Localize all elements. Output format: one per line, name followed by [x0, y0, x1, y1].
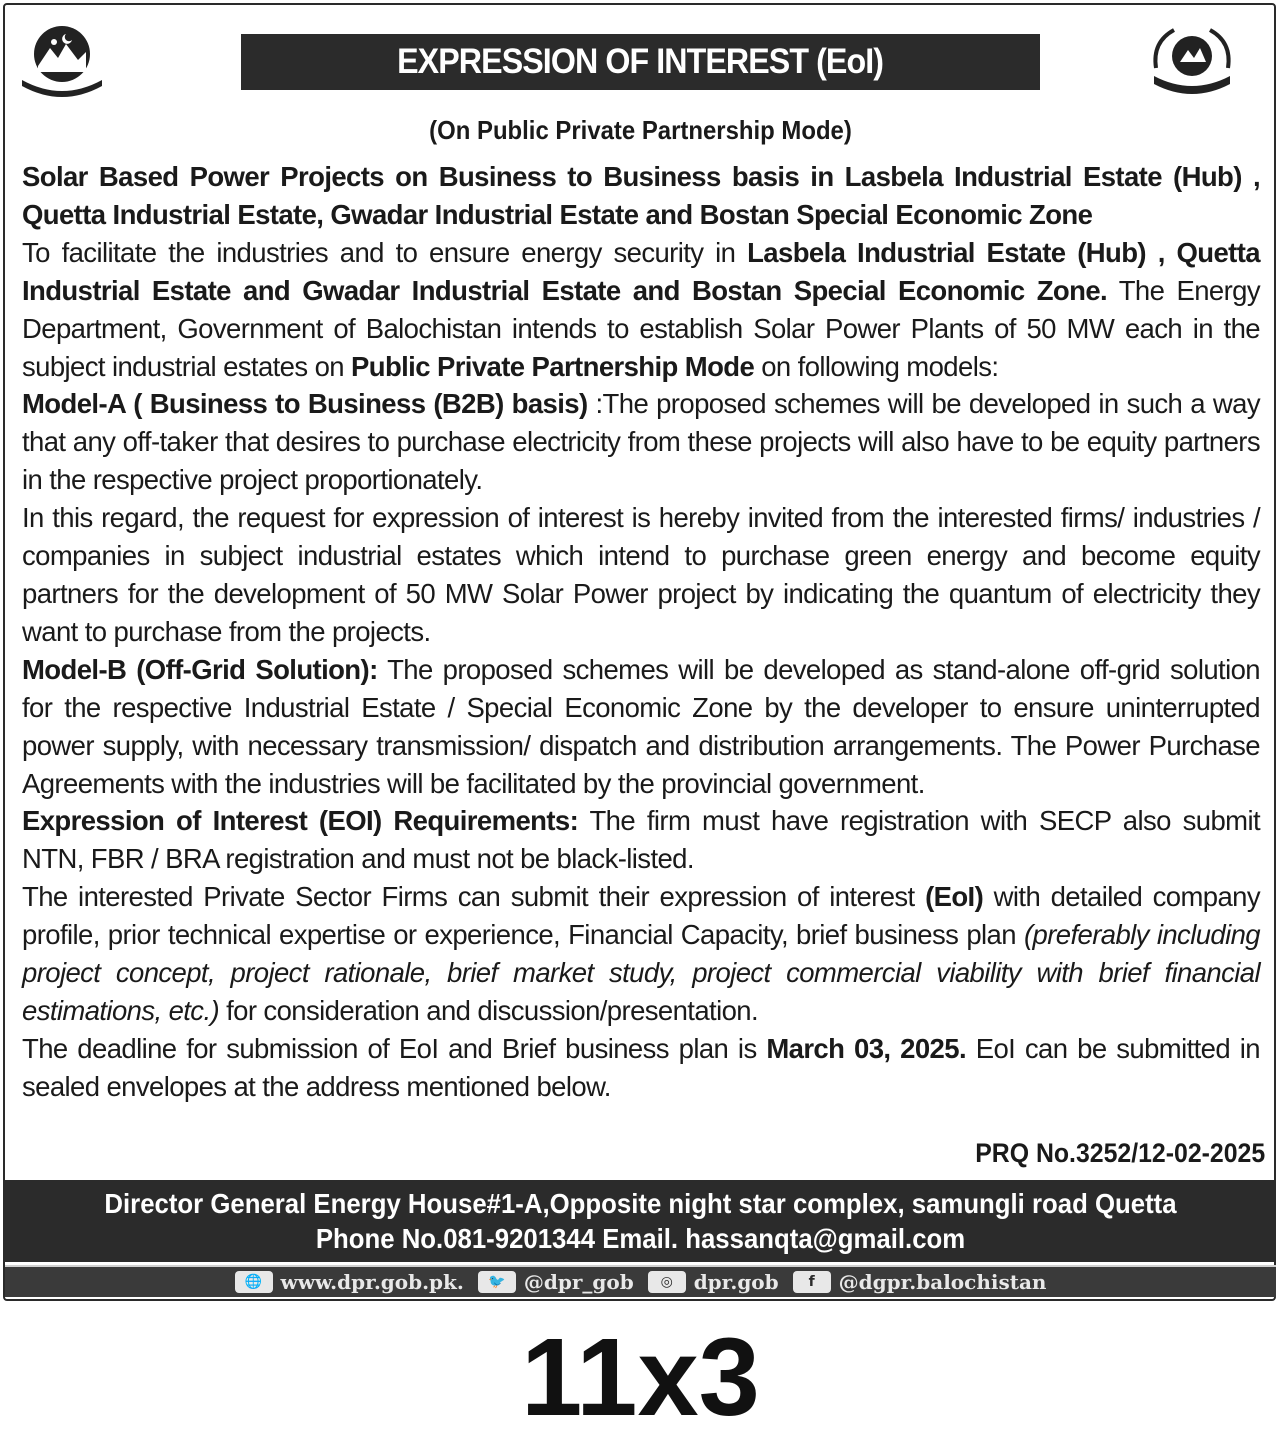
twitter-icon: 🐦	[478, 1271, 516, 1293]
deadline-paragraph: The deadline for submission of EoI and Brief business plan is March 03, 2025. EoI can be submitted in sealed envelopes at the address mentioned below.	[22, 1032, 1260, 1102]
globe-icon: 🌐	[235, 1271, 273, 1293]
facebook-link[interactable]: f @dgpr.balochistan	[793, 1270, 1047, 1294]
model-b-paragraph: Model-B (Off-Grid Solution): The proposed schemes will be developed as stand-alone off-grid solution for the respective Industrial Estate / Special Economic Zone by the developer to ensure uninterrupted power supply, with necessary transmission/ dispatch and distribution arrangements. The Power Purchase Agreements with the industries will be facilitated by the provincial government.	[22, 653, 1260, 799]
invitation-paragraph: In this regard, the request for expression of interest is hereby invited from the interested firms/ industries / companies in subject industrial estates which intend to purchase green energy and become equity partners for the development of 50 MW Solar Power project by indicating the quantum of electricity they want to purchase from the projects.	[22, 502, 1260, 647]
title-banner	[241, 34, 1040, 90]
facebook-icon: f	[793, 1271, 831, 1293]
model-a-paragraph: Model-A ( Business to Business (B2B) basis) :The proposed schemes will be developed in such a way that any off-taker that desires to purchase electricity from these projects will also have to be equity partners in the respective project proportionately.	[22, 388, 1260, 496]
page-subtitle: (On Public Private Partnership Mode)	[429, 115, 852, 145]
website-link[interactable]: 🌐 www.dpr.gob.pk.	[235, 1270, 464, 1294]
eoi-requirements-paragraph: Expression of Interest (EOI) Requirements: The firm must have registration with SECP also submit NTN, FBR / BRA registration and must not be black-listed.	[22, 805, 1260, 875]
submission-paragraph: The interested Private Sector Firms can submit their expression of interest (EoI) with detailed company profile, prior technical expertise or experience, Financial Capacity, brief business plan (preferably including project concept, project rationale, brief market study, project commercial viability with brief financial estimations, etc.) for consideration and discussion/presentation.	[22, 881, 1261, 1026]
social-links-bar	[5, 1265, 1276, 1297]
ad-size-code: 11x3	[521, 1316, 760, 1439]
contact-address: Director General Energy House#1-A,Opposite night star complex, samungli road Quetta	[104, 1188, 1177, 1219]
project-heading: Solar Based Power Projects on Business to Business basis in Lasbela Industrial Estate (Hub) , Quetta Industrial Estate, Gwadar Industrial Estate and Bostan Special Economic Zone	[22, 161, 1260, 230]
balochistan-government-logo	[16, 22, 108, 102]
twitter-link[interactable]: 🐦 @dpr_gob	[478, 1270, 634, 1294]
energy-department-logo	[1146, 22, 1238, 102]
instagram-icon: ◎	[648, 1271, 686, 1293]
prq-number: PRQ No.3252/12-02-2025	[975, 1138, 1265, 1168]
contact-phone-email: Phone No.081-9201344 Email. hassanqta@gmail.com	[315, 1223, 966, 1254]
notice-body	[22, 158, 1260, 1106]
intro-paragraph: To facilitate the industries and to ensure energy security in Lasbela Industrial Estate (Hub) , Quetta Industrial Estate and Gwadar Industrial Estate and Bostan Special Economic Zone. The Energy Department, Government of Balochistan intends to establish Solar Power Plants of 50 MW each in the subject industrial estates on Public Private Partnership Mode on following models:	[22, 236, 1260, 382]
instagram-link[interactable]: ◎ dpr.gob	[648, 1270, 779, 1294]
contact-banner	[5, 1180, 1276, 1262]
page-title: EXPRESSION OF INTEREST (EoI)	[397, 42, 884, 81]
